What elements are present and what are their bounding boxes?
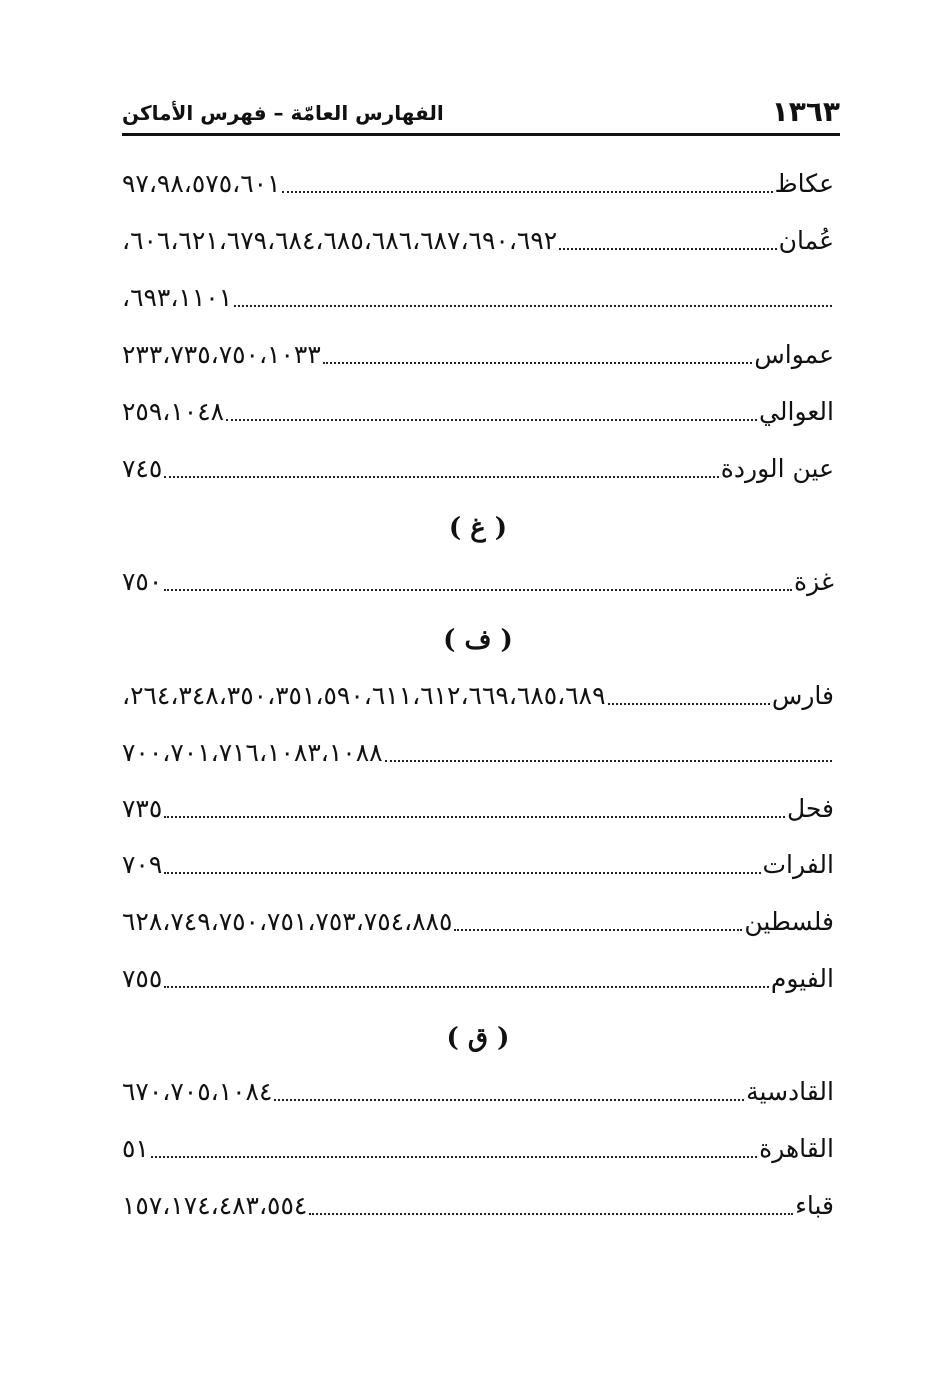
section-heading-ghain: ( غ )	[448, 513, 508, 543]
entry-pages: ٢٥٩،١٠٤٨	[122, 397, 225, 426]
entry-term: عُمان	[778, 226, 834, 255]
entry-pages: ١٥٧،١٧٤،٤٨٣،٥٥٤	[122, 1191, 308, 1220]
entry-term: فلسطين	[744, 907, 834, 936]
entry-pages: ٧٥٥	[122, 964, 163, 993]
index-entry-continuation	[122, 276, 834, 316]
index-entry	[122, 390, 834, 430]
index-entry	[122, 1184, 834, 1224]
entry-term: الفيوم	[770, 964, 834, 993]
entry-pages: ٢٣٣،٧٣٥،٧٥٠،١٠٣٣	[122, 340, 321, 369]
section-heading-qaf: ( ق )	[446, 1023, 510, 1053]
entry-pages: ٦٠٦،٦٢١،٦٧٩،٦٨٤،٦٨٥،٦٨٦،٦٨٧،٦٩٠،٦٩٢،	[122, 226, 558, 255]
index-entry	[122, 674, 834, 714]
dot-leader	[164, 589, 792, 591]
dot-leader	[164, 816, 785, 818]
entry-term: عكاظ	[774, 169, 834, 198]
entry-pages: ٦٢٨،٧٤٩،٧٥٠،٧٥١،٧٥٣،٧٥٤،٨٨٥	[122, 907, 453, 936]
dot-leader	[309, 1213, 793, 1215]
dot-leader	[164, 986, 769, 988]
entry-term: غزة	[794, 567, 834, 596]
entry-pages: ٧٥٠	[122, 567, 163, 596]
entry-pages: ٥١	[122, 1134, 149, 1163]
index-entry	[122, 900, 834, 940]
entry-term: الفرات	[762, 850, 834, 879]
dot-leader	[226, 419, 757, 421]
entry-term: فارس	[771, 681, 834, 710]
dot-leader	[151, 1156, 757, 1158]
entry-pages: ٧٤٥	[122, 454, 163, 483]
index-entry-continuation	[122, 731, 834, 771]
index-entry	[122, 447, 834, 487]
running-title: الفهارس العامّة – فهرس الأماكن	[122, 101, 444, 125]
dot-leader	[282, 191, 772, 193]
entry-term: القادسية	[746, 1077, 834, 1106]
index-entry	[122, 333, 834, 373]
entry-pages: ٧٠٠،٧٠١،٧١٦،١٠٨٣،١٠٨٨	[122, 738, 383, 767]
header-rule	[122, 133, 840, 136]
index-entry	[122, 1070, 834, 1110]
dot-leader	[274, 1099, 744, 1101]
dot-leader	[385, 760, 832, 762]
entry-pages: ٧٣٥	[122, 794, 163, 823]
entry-pages: ٢٦٤،٣٤٨،٣٥٠،٣٥١،٥٩٠،٦١١،٦١٢،٦٦٩،٦٨٥،٦٨٩،	[122, 681, 606, 710]
index-entry	[122, 957, 834, 997]
entry-pages: ٧٠٩	[122, 850, 163, 879]
entry-pages: ٩٧،٩٨،٥٧٥،٦٠١	[122, 169, 281, 198]
entry-pages: ٦٩٣،١١٠١،	[122, 283, 233, 312]
entry-term: عين الوردة	[720, 454, 834, 483]
entry-term: القاهرة	[759, 1134, 834, 1163]
index-entry	[122, 843, 834, 883]
index-entry	[122, 787, 834, 827]
section-heading-fa: ( ف )	[443, 625, 513, 655]
dot-leader	[454, 929, 742, 931]
index-entry	[122, 162, 834, 202]
entry-pages: ٦٧٠،٧٠٥،١٠٨٤	[122, 1077, 273, 1106]
dot-leader	[164, 872, 760, 874]
page-number: ١٣٦٣	[771, 95, 840, 128]
dot-leader	[559, 248, 776, 250]
index-entry	[122, 560, 834, 600]
index-entry	[122, 219, 834, 259]
page-header	[122, 92, 840, 132]
dot-leader	[164, 476, 718, 478]
dot-leader	[323, 362, 752, 364]
entry-term: قباء	[795, 1191, 834, 1220]
dot-leader	[234, 305, 832, 307]
entry-term: العوالي	[759, 397, 834, 426]
entry-term: عمواس	[754, 340, 834, 369]
index-entry	[122, 1127, 834, 1167]
entry-term: فحل	[786, 794, 834, 823]
dot-leader	[608, 703, 770, 705]
